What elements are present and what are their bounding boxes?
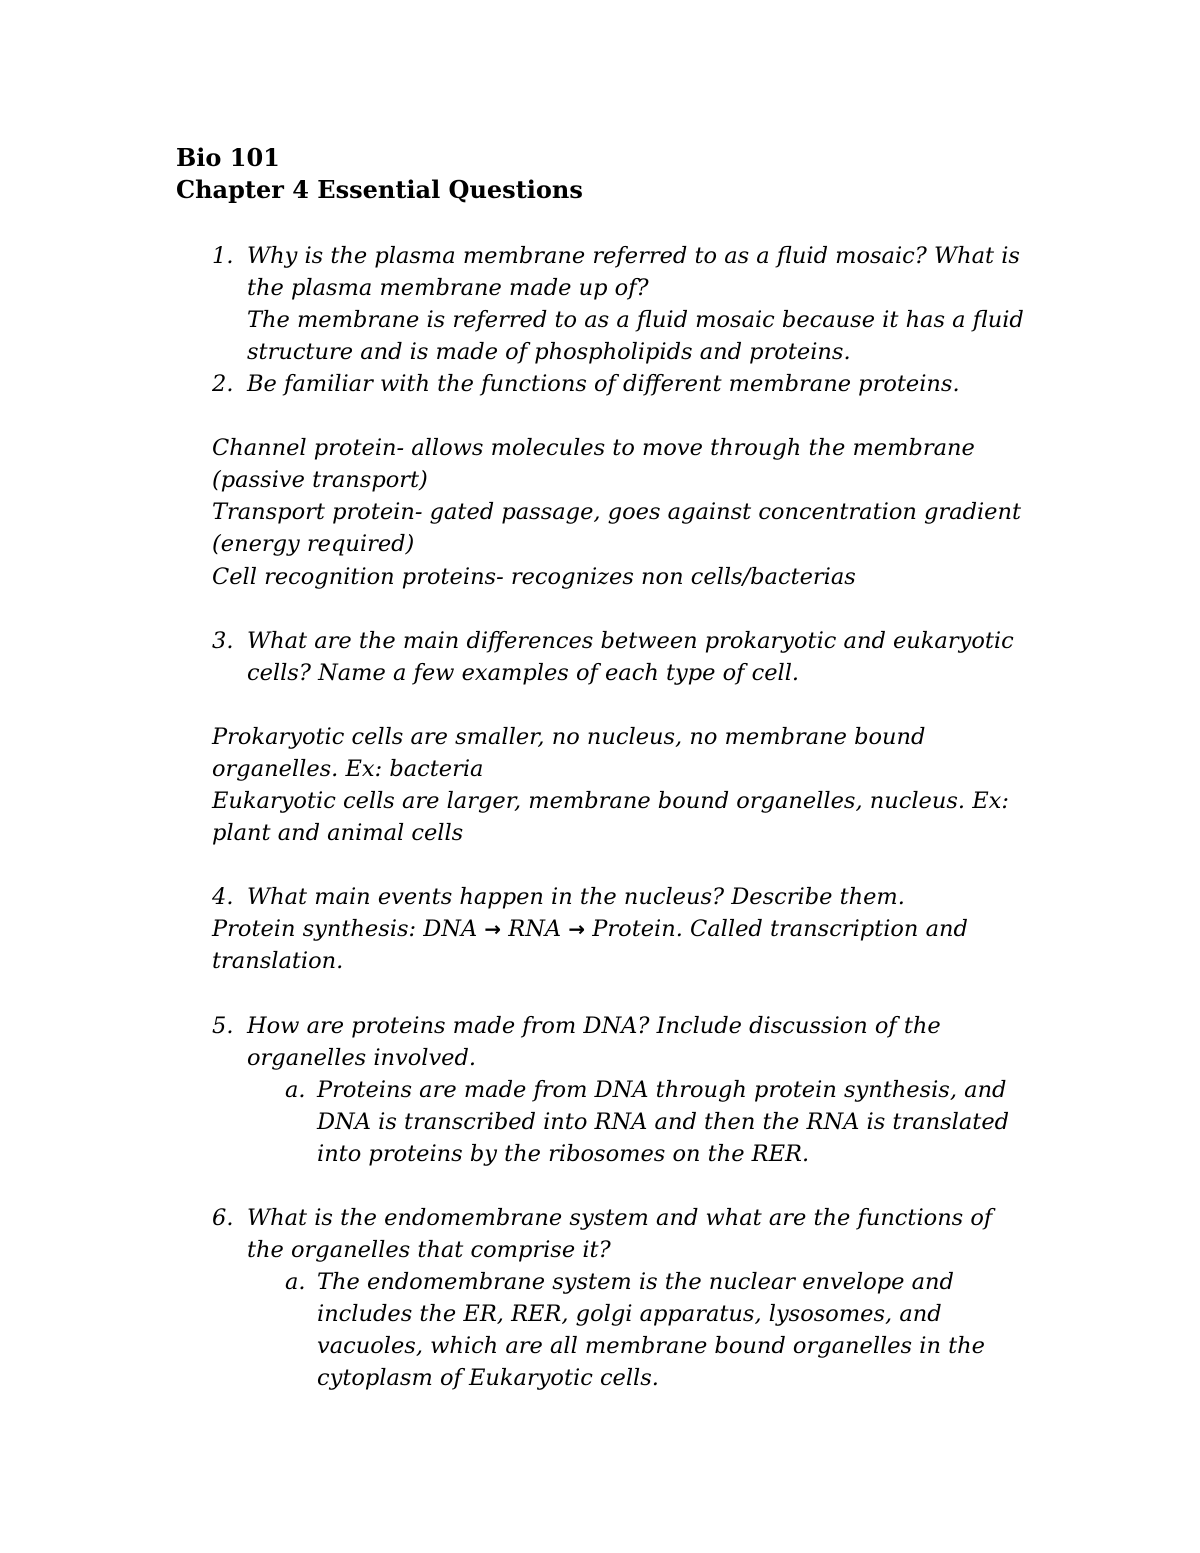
q4-answer-line-1 (212, 913, 968, 945)
q2-answer-line-1: Channel protein- allows molecules to move through the membrane (212, 435, 975, 461)
q6-question-line-2: the organelles that comprise it? (247, 1237, 611, 1263)
q3-number: 3. (212, 628, 234, 654)
q3-answer-line-1: Prokaryotic cells are smaller, no nucleus, no membrane bound (212, 724, 926, 750)
q3-answer-line-4: plant and animal cells (212, 820, 464, 846)
q2-question-line-1: Be familiar with the functions of different membrane proteins. (247, 371, 960, 397)
q5-answer-line-2: DNA is transcribed into RNA and then the RNA is translated (317, 1109, 1010, 1135)
q2-number: 2. (212, 371, 234, 397)
q5-number: 5. (212, 1013, 234, 1039)
q1-number: 1. (212, 243, 234, 269)
course-title: Bio 101 (176, 143, 280, 172)
q4-number: 4. (212, 884, 234, 910)
q1-question-line-2: the plasma membrane made up of? (247, 275, 649, 301)
q5-question-line-2: organelles involved. (247, 1045, 477, 1071)
q6-answer-line-3: vacuoles, which are all membrane bound organelles in the (317, 1333, 985, 1359)
q3-question-line-1: What are the main differences between prokaryotic and eukaryotic (247, 628, 1014, 654)
q4-question-line-1: What main events happen in the nucleus? Describe them. (247, 884, 905, 910)
q1-answer-line-2: structure and is made of phospholipids and proteins. (247, 339, 851, 365)
q6-answer-line-1: The endomembrane system is the nuclear envelope and (317, 1269, 954, 1295)
right-arrow-icon: → (484, 917, 502, 941)
q2-answer-line-2: (passive transport) (212, 467, 428, 493)
right-arrow-icon: → (568, 917, 586, 941)
q6-sub-letter: a. (285, 1269, 306, 1295)
q6-question-line-1: What is the endomembrane system and what are the functions of (247, 1205, 993, 1231)
q1-answer-line-1: The membrane is referred to as a fluid mosaic because it has a fluid (247, 307, 1024, 333)
q4-answer-line-2: translation. (212, 948, 344, 974)
q3-answer-line-2: organelles. Ex: bacteria (212, 756, 484, 782)
q4-answer-part-1: Protein synthesis: DNA (212, 916, 485, 942)
q2-answer-line-4: (energy required) (212, 531, 415, 557)
q1-question-line-1: Why is the plasma membrane referred to as a fluid mosaic? What is (247, 243, 1020, 269)
q3-question-line-2: cells? Name a few examples of each type of cell. (247, 660, 800, 686)
q6-answer-line-2: includes the ER, RER, golgi apparatus, lysosomes, and (317, 1301, 942, 1327)
q5-answer-line-3: into proteins by the ribosomes on the RER. (317, 1141, 810, 1167)
document-title: Chapter 4 Essential Questions (176, 175, 583, 204)
q4-answer-part-2: RNA (501, 916, 569, 942)
q5-sub-letter: a. (285, 1077, 306, 1103)
q5-question-line-1: How are proteins made from DNA? Include discussion of the (247, 1013, 941, 1039)
q2-answer-line-3: Transport protein- gated passage, goes against concentration gradient (212, 499, 1022, 525)
q3-answer-line-3: Eukaryotic cells are larger, membrane bound organelles, nucleus. Ex: (212, 788, 1009, 814)
q5-answer-line-1: Proteins are made from DNA through protein synthesis, and (317, 1077, 1007, 1103)
q4-answer-part-3: Protein. Called transcription and (585, 916, 968, 942)
q2-answer-line-5: Cell recognition proteins- recognizes non cells/bacterias (212, 564, 856, 590)
q6-number: 6. (212, 1205, 234, 1231)
q6-answer-line-4: cytoplasm of Eukaryotic cells. (317, 1365, 659, 1391)
